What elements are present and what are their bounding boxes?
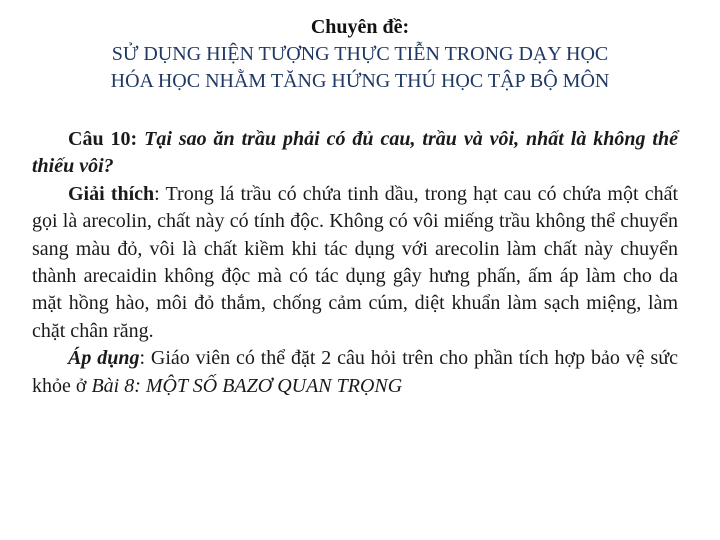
question-paragraph xyxy=(32,126,678,181)
title-line-2: HÓA HỌC NHẰM TĂNG HỨNG THÚ HỌC TẬP BỘ MÔN xyxy=(110,70,610,92)
slide-header xyxy=(20,14,700,95)
question-text: Tại sao ăn trầu phải có đủ cau, trầu và vôi, nhất là không thể thiếu vôi? xyxy=(32,128,678,178)
topic-label: Chuyên đề: xyxy=(310,16,410,38)
application-text: : Giáo viên có thể đặt 2 câu hỏi trên cho phần tích hợp bảo vệ sức khỏe ở xyxy=(32,347,678,397)
title-line-1: SỬ DỤNG HIỆN TƯỢNG THỰC TIỄN TRONG DẠY HỌC xyxy=(111,43,609,65)
slide-content xyxy=(32,126,678,400)
explanation-text: : Trong lá trầu có chứa tinh dầu, trong hạt cau có chứa một chất gọi là arecolin, chất này có tính độc. Không có vôi miếng trầu không thể chuyển sang màu đỏ, vôi là chất kiềm khi tác dụng với arecolin làm chất này chuyển thành arecaidin không độc mà có tác dụng gây hưng phấn, ấm áp làm cho da mặt hồng hào, môi đỏ thắm, chống cảm cúm, diệt khuẩn làm sạch miệng, làm chặt chân răng. xyxy=(32,182,679,342)
lesson-reference: Bài 8: MỘT SỐ BAZƠ QUAN TRỌNG xyxy=(91,374,403,397)
question-label: Câu 10: xyxy=(68,128,138,150)
explanation-label: Giải thích xyxy=(68,182,155,205)
application-paragraph xyxy=(32,345,678,400)
application-label: Áp dụng xyxy=(68,347,140,370)
explanation-paragraph xyxy=(32,181,678,345)
